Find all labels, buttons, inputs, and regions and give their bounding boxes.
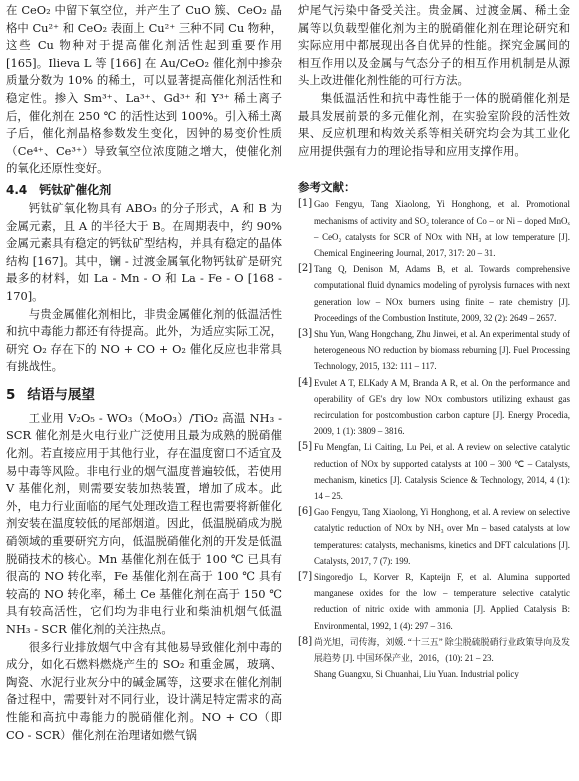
- section-heading: [6, 180, 282, 200]
- reference-item: [298, 375, 570, 440]
- reference-number: [6]: [298, 506, 313, 518]
- left-column: [6, 2, 282, 744]
- reference-number: [1]: [298, 198, 313, 210]
- body-paragraph: 在 CeO₂ 中留下氧空位，并产生了 CuO 簇、CeO₂ 晶格中 Cu²⁺ 和 CeO₂ 表面上 Cu²⁺ 三种不同 Cu 物种，这些 Cu 物种对于提高催化剂活性起到重要作用 [165]。Ilieva L 等 [166] 在 Au/CeO₂ 催化剂中掺杂质量分数为 10% 的稀土，可以显著提高催化剂活性和稳定性。掺入 Sm³⁺、La³⁺、Gd³⁺ 和 Y³⁺ 稀土离子后，催化剂在 250 ℃ 的活性达到 100%。引入稀土离子后，催化剂晶格参数发生变化，因钟的易变价性质（Ce⁴⁺、Ce³⁺）导致氧空位浓度随之增大，使催化剂的氧化还原性变好。: [6, 3, 282, 176]
- reference-item: [298, 666, 570, 682]
- body-paragraph: 与贵金属催化剂相比，非贵金属催化剂的低温活性和抗中毒能力都还有待提高。此外，为适应实际工况，研究 O₂ 存在下的 NO + CO + O₂ 催化反应也非常具有挑战性。: [6, 306, 282, 374]
- reference-text: Shang Guangxu, Si Chuanhai, Liu Yuan. Industrial policy: [314, 669, 519, 680]
- reference-text: Gao Fengyu, Tang Xiaolong, Yi Honghong, et al. A review on selective catalytic reduction of NOx by NH₃ over Mn – based catalysts at low temperatures: catalysts, mechanisms, kinetics and DFT calculations [J]. Catalysts, 2017, 7 (7): 199.: [314, 507, 570, 566]
- reference-text: Fu Mengfan, Li Caiting, Lu Pei, et al. A review on selective catalytic reduction of NOx by supported catalysts at 100 – 300 ℃ – Catalysts, mechanism, kinetics [J]. Catalysis Science & Technology, 2014, 4 (1): 14 – 25.: [314, 442, 570, 501]
- body-paragraph: 炉尾气污染中备受关注。贵金属、过渡金属、稀土金属等以负载型催化剂为主的脱硝催化剂在理论研究和实际应用中都展现出各自优异的性能。探究金属间的相互作用以及金属与气态分子的相互作用机制是从源头上改进催化剂性能的可行方法。: [298, 3, 570, 88]
- reference-text: 尚光旭，司传海，刘媛. “十三五” 除尘脱硫脱硝行业政策导向及发展趋势 [J]. 中国环保产业，2016，(10): 21 – 23.: [314, 636, 570, 664]
- section-heading: [6, 384, 282, 406]
- section-title: 结语与展望: [27, 386, 95, 403]
- section-number: 4.4: [6, 182, 28, 197]
- body-paragraph: 集低温活性和抗中毒性能于一体的脱硝催化剂是最具发展前景的多元催化剂，在实验室阶段的活性效果、反应机理和构效关系等相关研究均会为其工业化应用提供强有力的理论指导和应用支撑作用。: [298, 90, 570, 158]
- reference-item: [298, 261, 570, 326]
- reference-number: [2]: [298, 263, 313, 275]
- reference-item: [298, 326, 570, 375]
- reference-number: [5]: [298, 441, 313, 453]
- reference-item: [298, 634, 570, 666]
- right-column: [298, 2, 570, 682]
- reference-text: Tang Q, Denison M, Adams B, et al. Towards comprehensive computational fluid dynamics modeling of pyrolysis furnaces with next generation low – NOx burners using finite – rate chemistry [J]. Proceedings of the Combustion Institute, 2009, 32 (2): 2649 – 2657.: [314, 264, 570, 323]
- reference-text: Shu Yun, Wang Hongchang, Zhu Jinwei, et al. An experimental study of heterogeneous NO reduction by biomass reburning [J]. Fuel Processing Technology, 2015, 132: 111 – 117.: [314, 328, 570, 372]
- reference-number: [7]: [298, 571, 313, 583]
- reference-item: [298, 439, 570, 504]
- references-heading: 参考文献：: [298, 180, 356, 195]
- reference-item: [298, 196, 570, 261]
- reference-item: [298, 504, 570, 569]
- reference-item: [298, 569, 570, 634]
- reference-number: [298, 666, 314, 682]
- reference-number: [8]: [298, 635, 313, 647]
- reference-text: Evulet A T, ELKady A M, Branda A R, et al. On the performance and operability of GE's dry low NOx combustors utilizing exhaust gas recirculation for postcombustion carbon capture [J]. Energy Procedia, 2009, 1 (1): 3809 – 3816.: [314, 377, 570, 437]
- reference-text: Singoredjo L, Korver R, Kapteijn F, et al. Alumina supported manganese oxides for the low – temperature selective catalytic reduction of nitric oxide with ammonia [J]. Applied Catalysis B: Environmental, 1992, 1 (4): 297 – 316.: [314, 572, 570, 631]
- body-paragraph: 工业用 V₂O₅ - WO₃（MoO₃）/TiO₂ 高温 NH₃ - SCR 催化剂是火电行业广泛使用且最为成熟的脱硝催化剂。若直接应用于其他行业，存在温度窗口不适宜及易中毒等风险。非电行业的烟气温度普遍较低，若使用 V 基催化剂，则需要安装加热装置，增加了成本。此外，电力行业面临的尾气处理改造工程也需要将新催化剂安装在温度较低的尾部烟道。因此，低温脱硝成为脱硝领域的重要研究方向，低温脱硝催化剂的开发是低温脱硝技术的核心。Mn 基催化剂在低于 100 ℃ 已具有很高的 NO 转化率，Fe 基催化剂在高于 100 ℃ 具有较高的 NO 转化率，稀土 Ce 基催化剂在高于 150 ℃ 具有较高活性，它们均为非电行业和柴油机烟气低温 NH₃ - SCR 催化剂的关注热点。: [6, 410, 282, 636]
- reference-number: [4]: [298, 376, 313, 388]
- body-paragraph: 钙钛矿氧化物具有 ABO₃ 的分子形式，A 和 B 为金属元素，且 A 的半径大于 B。在周期表中，约 90% 金属元素具有稳定的钙钛矿型结构，并具有稳定的晶体结构 [167]。其中，镧 - 过渡金属氧化物钙钛矿是研究最多的材料，如 La - Mn - O 和 La - Fe - O [168 - 170]。: [6, 200, 282, 303]
- section-number: 5: [6, 386, 16, 403]
- body-paragraph: 很多行业排放烟气中含有其他易导致催化剂中毒的成分，如化石燃料燃烧产生的 SO₂ 和重金属，玻璃、陶瓷、水泥行业灰分中的碱金属等，这要求在催化剂制备过程中，需要针对不同行业，设计满足特定需求的高性能和高抗中毒能力的脱硝催化剂。NO + CO（即 CO - SCR）催化剂在治理诸如燃气锅: [6, 639, 282, 742]
- reference-number: [3]: [298, 327, 313, 339]
- section-title: 钙钛矿催化剂: [39, 182, 112, 197]
- reference-text: Gao Fengyu, Tang Xiaolong, Yi Honghong, et al. Promotional mechanisms of activity and SO₂ tolerance of Co – or Ni – doped MnOₓ – CeO₂ catalysts for SCR of NOx with NH₃ at low temperature [J]. Chemical Engineering Journal, 2017, 317: 20 – 31.: [314, 199, 570, 258]
